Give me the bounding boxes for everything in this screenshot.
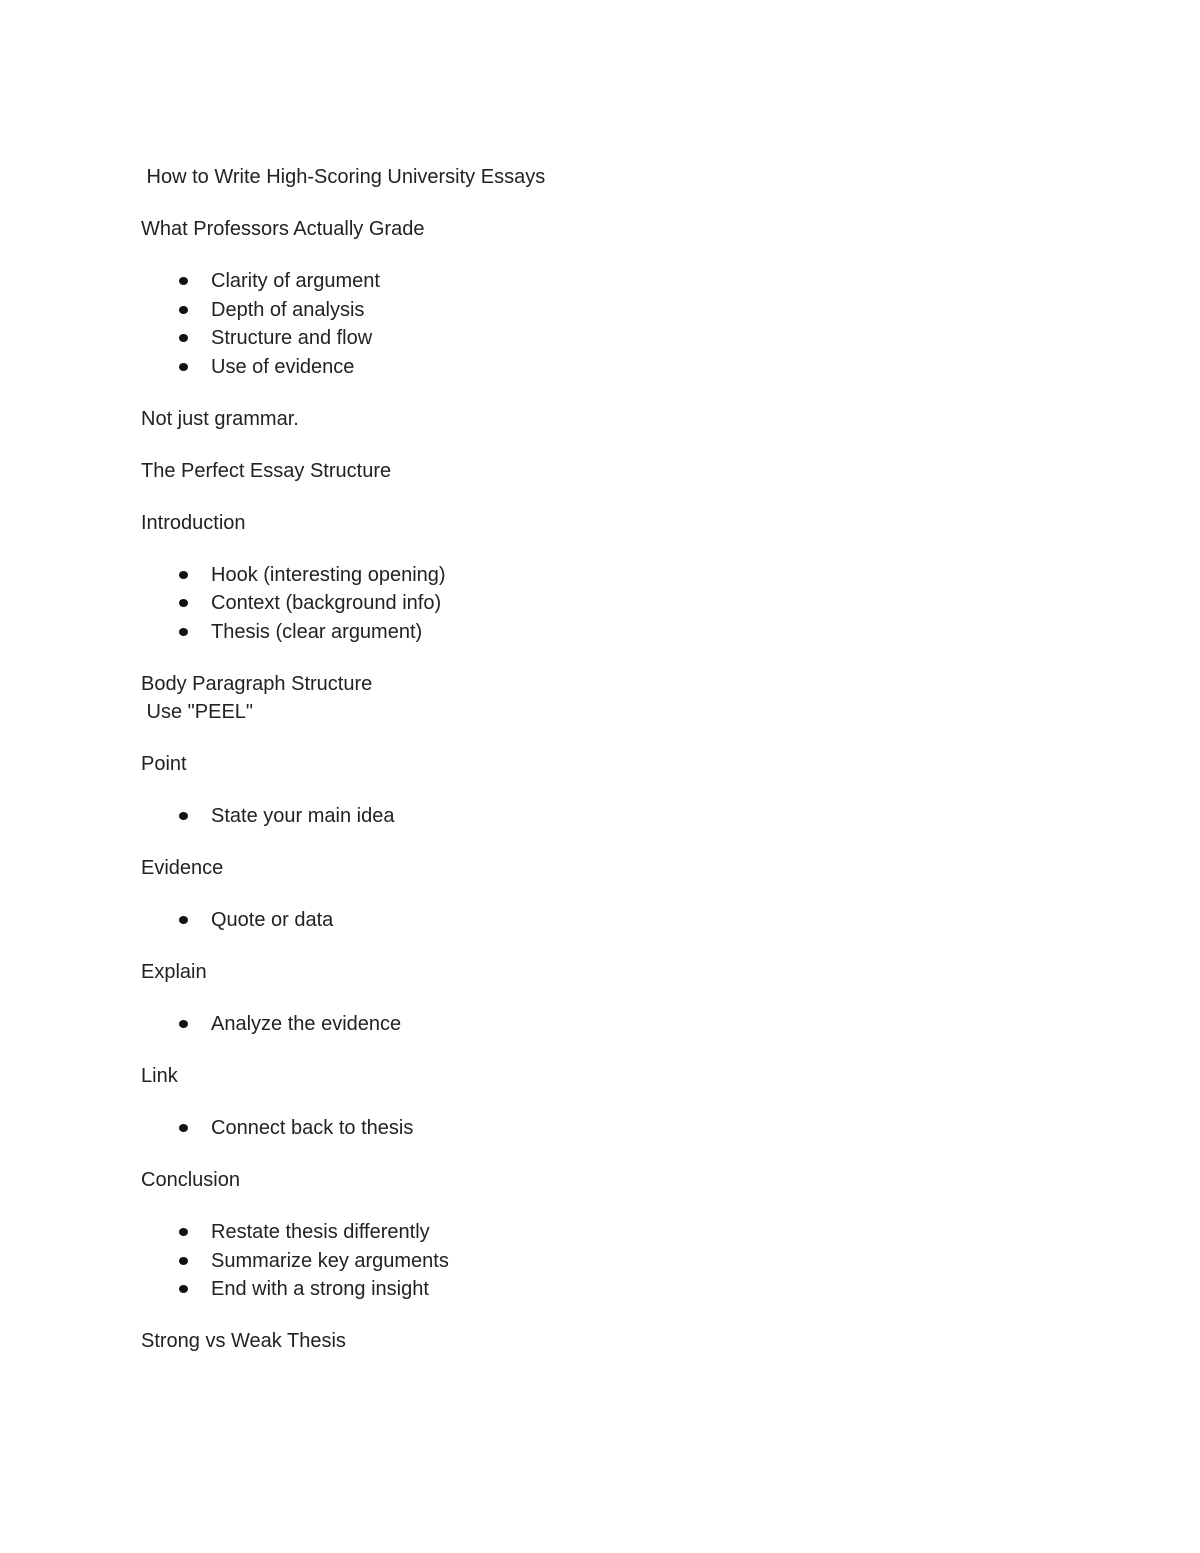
- list-item: [141, 1218, 1041, 1247]
- list-item: [141, 802, 1041, 831]
- list-item-text: Context (background info): [211, 592, 442, 614]
- conclusion-list: [141, 1218, 1041, 1304]
- bullet-icon: [179, 812, 188, 820]
- list-item-text: State your main idea: [211, 805, 395, 827]
- list-item-text: Depth of analysis: [211, 298, 365, 321]
- bullet-icon: [179, 306, 188, 314]
- link-heading: Link: [141, 1065, 178, 1087]
- list-item-text: Analyze the evidence: [211, 1013, 402, 1035]
- document-body: [141, 163, 1041, 1379]
- list-item-text: Clarity of argument: [211, 270, 380, 292]
- list-item: [141, 1010, 1041, 1039]
- bullet-icon: [179, 1124, 188, 1132]
- list-item: [141, 618, 1041, 647]
- explain-list: [141, 1010, 1041, 1039]
- list-item: [141, 1247, 1041, 1276]
- bullet-icon: [179, 571, 188, 579]
- list-item-text: Summarize key arguments: [211, 1249, 449, 1272]
- list-item: [141, 324, 1041, 353]
- list-item: [141, 1114, 1041, 1143]
- bullet-icon: [179, 1257, 188, 1265]
- bullet-icon: [179, 1020, 188, 1028]
- intro-heading: Introduction: [141, 511, 246, 534]
- list-item-text: End with a strong insight: [211, 1278, 429, 1300]
- list-item: [141, 1275, 1041, 1304]
- bullet-icon: [179, 1228, 188, 1236]
- grade-list: [141, 267, 1041, 381]
- list-item-text: Hook (interesting opening): [211, 563, 446, 586]
- bullet-icon: [179, 1285, 188, 1293]
- list-item-text: Use of evidence: [211, 355, 355, 378]
- bullet-icon: [179, 628, 188, 636]
- point-heading: Point: [141, 753, 187, 775]
- grade-heading: What Professors Actually Grade: [141, 218, 425, 240]
- list-item-text: Quote or data: [211, 909, 334, 931]
- link-list: [141, 1114, 1041, 1143]
- list-item: [141, 353, 1041, 382]
- bullet-icon: [179, 363, 188, 371]
- list-item: [141, 589, 1041, 618]
- conclusion-heading: Conclusion: [141, 1169, 240, 1191]
- list-item-text: Thesis (clear argument): [211, 620, 423, 643]
- list-item: [141, 561, 1041, 590]
- thesis-heading: Strong vs Weak Thesis: [141, 1330, 346, 1352]
- list-item: [141, 296, 1041, 325]
- grade-note: Not just grammar.: [141, 407, 299, 430]
- evidence-list: [141, 906, 1041, 935]
- intro-list: [141, 561, 1041, 647]
- bullet-icon: [179, 916, 188, 924]
- list-item-text: Structure and flow: [211, 327, 373, 349]
- explain-heading: Explain: [141, 961, 207, 983]
- point-list: [141, 802, 1041, 831]
- document-title: How to Write High-Scoring University Essays: [141, 166, 546, 188]
- bullet-icon: [179, 334, 188, 342]
- list-item: [141, 906, 1041, 935]
- bullet-icon: [179, 599, 188, 607]
- evidence-heading: Evidence: [141, 857, 224, 879]
- body-subheading: Use "PEEL": [141, 701, 254, 723]
- structure-heading: The Perfect Essay Structure: [141, 459, 392, 482]
- list-item: [141, 267, 1041, 296]
- bullet-icon: [179, 277, 188, 285]
- list-item-text: Restate thesis differently: [211, 1221, 430, 1243]
- body-heading: Body Paragraph Structure: [141, 672, 373, 695]
- list-item-text: Connect back to thesis: [211, 1117, 414, 1139]
